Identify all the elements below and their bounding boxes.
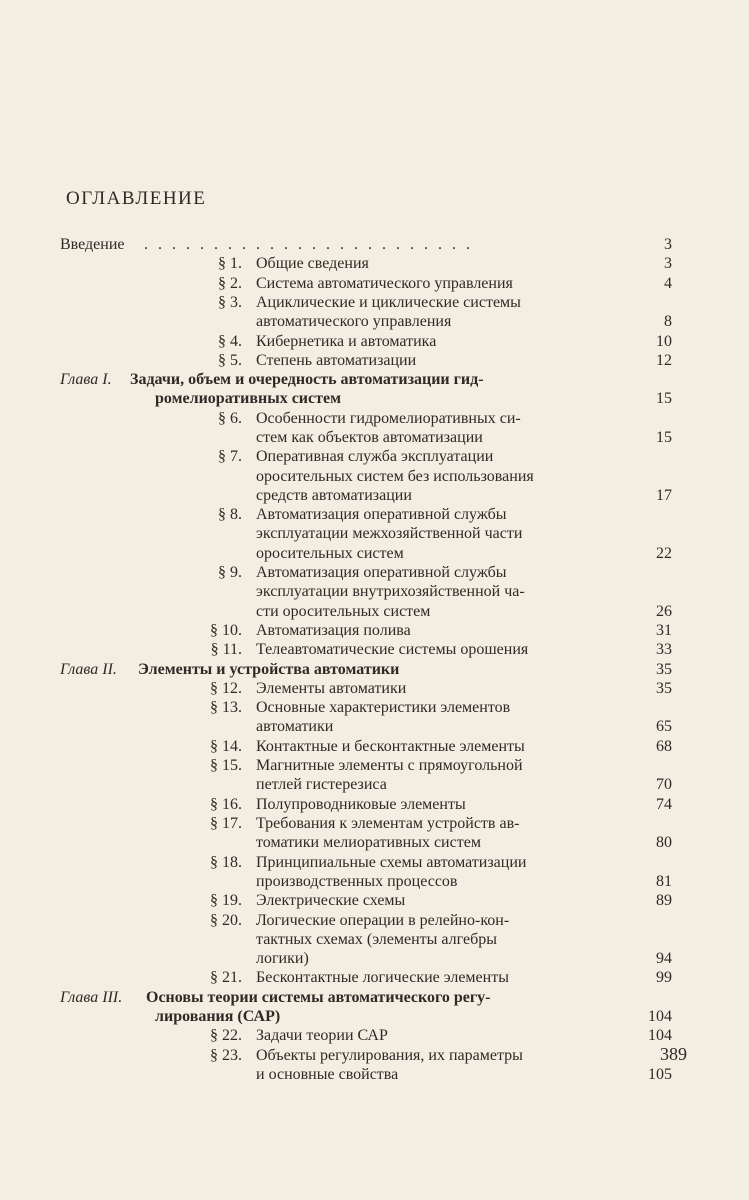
section-entry: [60, 892, 672, 911]
page-ref: 10: [656, 332, 672, 350]
page-ref: 80: [656, 834, 672, 852]
entry-title-line: Контактные и бесконтактные элементы: [256, 737, 525, 755]
section-number: § 14.: [210, 737, 242, 755]
page-ref: 15: [656, 428, 672, 446]
section-entry: [60, 448, 672, 506]
chapter-label: Глава III.: [60, 988, 123, 1006]
page-ref: 22: [656, 544, 672, 562]
section-number: § 5.: [218, 351, 242, 369]
entry-title-line: петлей гистерезиса: [256, 776, 387, 794]
page-ref: 104: [648, 1027, 672, 1045]
entry-title-line: Принципиальные схемы автоматизации: [256, 853, 527, 871]
chapter-title-line: ромелиоративных систем: [155, 390, 341, 408]
section-number: § 18.: [210, 853, 242, 871]
entry-title-line: средств автоматизации: [256, 486, 412, 504]
entry-title: Введение: [60, 236, 125, 253]
page-ref: 3: [664, 255, 672, 273]
chapter-title-line: Элементы и устройства автоматики: [138, 660, 400, 678]
section-number: § 2.: [218, 274, 242, 292]
entry-title-line: Ациклические и циклические системы: [256, 293, 521, 311]
page-ref: 35: [656, 679, 672, 697]
page-ref: 35: [656, 660, 672, 678]
entry-title-line: Объекты регулирования, их параметры: [256, 1046, 523, 1064]
entry-title-line: Автоматизация оперативной службы: [256, 506, 507, 524]
toc-title: ОГЛАВЛЕНИЕ: [66, 188, 207, 209]
entry-title-line: автоматического управления: [256, 313, 452, 331]
page-ref: 33: [656, 641, 672, 659]
chapter-entry: [60, 989, 672, 1028]
entry-title-line: сти оросительных систем: [256, 602, 431, 620]
page-ref: 99: [656, 969, 672, 987]
section-entry: [60, 255, 672, 274]
entry-title-line: тактных схемах (элементы алгебры: [256, 930, 497, 948]
entry-title-line: Магнитные элементы с прямоугольной: [256, 757, 523, 775]
section-entry: [60, 506, 672, 564]
section-entry: [60, 641, 672, 660]
page-ref: 31: [656, 622, 672, 639]
section-number: § 16.: [210, 795, 242, 813]
section-entry: [60, 294, 672, 333]
section-entry: [60, 815, 672, 854]
section-entry: [60, 564, 672, 622]
page-ref: 4: [664, 274, 672, 292]
entry-title-line: Общие сведения: [256, 255, 369, 273]
section-entry: [60, 410, 672, 449]
page-ref: 70: [656, 776, 672, 794]
section-number: § 6.: [218, 409, 242, 427]
chapter-title-line: Основы теории системы автоматического регу-: [146, 988, 491, 1006]
entry-title-line: Оперативная служба эксплуатации: [256, 448, 494, 466]
entry-title-line: Задачи теории САР: [256, 1027, 388, 1045]
section-entry: [60, 854, 672, 893]
section-number: § 9.: [218, 564, 242, 582]
entry-title-line: Требования к элементам устройств ав-: [256, 815, 520, 832]
section-number: § 13.: [210, 699, 242, 717]
section-entry: [60, 275, 672, 294]
entry-title-line: и основные свойства: [256, 1065, 399, 1083]
entry-title-line: Автоматизация оперативной службы: [256, 564, 507, 582]
section-entry: [60, 969, 672, 988]
section-entry: [60, 912, 672, 970]
section-entry: [60, 1047, 672, 1086]
entry-title-line: томатики мелиоративных систем: [256, 834, 481, 852]
section-number: § 17.: [210, 815, 242, 832]
section-number: § 3.: [218, 293, 242, 311]
section-number: § 15.: [210, 757, 242, 775]
entry-title-line: Полупроводниковые элементы: [256, 795, 466, 813]
page-ref: 15: [656, 390, 672, 408]
section-entry: [60, 680, 672, 699]
chapter-entry: [60, 371, 672, 410]
entry-title-line: Автоматизация полива: [256, 622, 411, 639]
chapter-title-line: лирования (САР): [155, 1007, 281, 1025]
section-entry: [60, 796, 672, 815]
entry-title-line: Степень автоматизации: [256, 351, 417, 369]
section-number: § 7.: [218, 448, 242, 466]
entry-title-line: логики): [256, 950, 309, 968]
section-number: § 21.: [210, 969, 242, 987]
page-ref: 12: [656, 351, 672, 369]
entry-title-line: Особенности гидромелиоративных си-: [256, 409, 521, 427]
section-number: § 10.: [210, 622, 242, 639]
section-number: § 12.: [210, 679, 242, 697]
entry-title-line: Кибернетика и автоматика: [256, 332, 437, 350]
leader-dots: . . . . . . . . . . . . . . . . . . . . . . . .: [144, 236, 473, 253]
entry-title-line: Система автоматического управления: [256, 274, 513, 292]
chapter-entry: [60, 661, 672, 680]
section-entry: [60, 352, 672, 371]
entry-title-line: эксплуатации межхозяйственной части: [256, 525, 523, 543]
section-number: § 19.: [210, 892, 242, 910]
section-number: § 1.: [218, 255, 242, 273]
section-entry: [60, 622, 672, 641]
page-ref: 8: [664, 313, 672, 331]
entry-title-line: Элементы автоматики: [256, 679, 407, 697]
entry-title-line: Основные характеристики элементов: [256, 699, 511, 717]
page-ref: 26: [656, 602, 672, 620]
section-number: § 20.: [210, 911, 242, 929]
intro-entry: [60, 236, 672, 255]
chapter-label: Глава I.: [60, 371, 112, 389]
section-entry: [60, 699, 672, 738]
page-ref: 3: [664, 236, 672, 253]
entry-title-line: оросительных систем без использования: [256, 467, 534, 485]
section-number: § 4.: [218, 332, 242, 350]
entry-title-line: эксплуатации внутрихозяйственной ча-: [256, 583, 525, 601]
page-ref: 104: [648, 1007, 672, 1025]
page-ref: 81: [656, 872, 672, 890]
entry-title-line: Логические операции в релейно-кон-: [256, 911, 510, 929]
chapter-label: Глава II.: [60, 660, 117, 678]
page-number: 389: [660, 1044, 687, 1064]
entry-title-line: производственных процессов: [256, 872, 458, 890]
entry-title-line: Телеавтоматические системы орошения: [256, 641, 529, 659]
section-number: § 23.: [210, 1046, 242, 1064]
section-number: § 8.: [218, 506, 242, 524]
entry-title-line: автоматики: [256, 718, 334, 736]
page-ref: 17: [656, 486, 672, 504]
entry-title-line: стем как объектов автоматизации: [256, 428, 483, 446]
page-ref: 68: [656, 737, 672, 755]
section-number: § 11.: [210, 641, 242, 659]
section-entry: [60, 1027, 672, 1046]
page-ref: 74: [656, 795, 672, 813]
section-entry: [60, 757, 672, 796]
entry-title-line: оросительных систем: [256, 544, 404, 562]
section-number: § 22.: [210, 1027, 242, 1045]
page-ref: 89: [656, 892, 672, 910]
entry-title-line: Электрические схемы: [256, 892, 406, 910]
chapter-title-line: Задачи, объем и очередность автоматизации гид-: [130, 371, 484, 389]
section-entry: [60, 738, 672, 757]
page-ref: 105: [648, 1065, 672, 1083]
page-ref: 94: [656, 950, 672, 968]
entry-title-line: Бесконтактные логические элементы: [256, 969, 509, 987]
section-entry: [60, 333, 672, 352]
page-ref: 65: [656, 718, 672, 736]
